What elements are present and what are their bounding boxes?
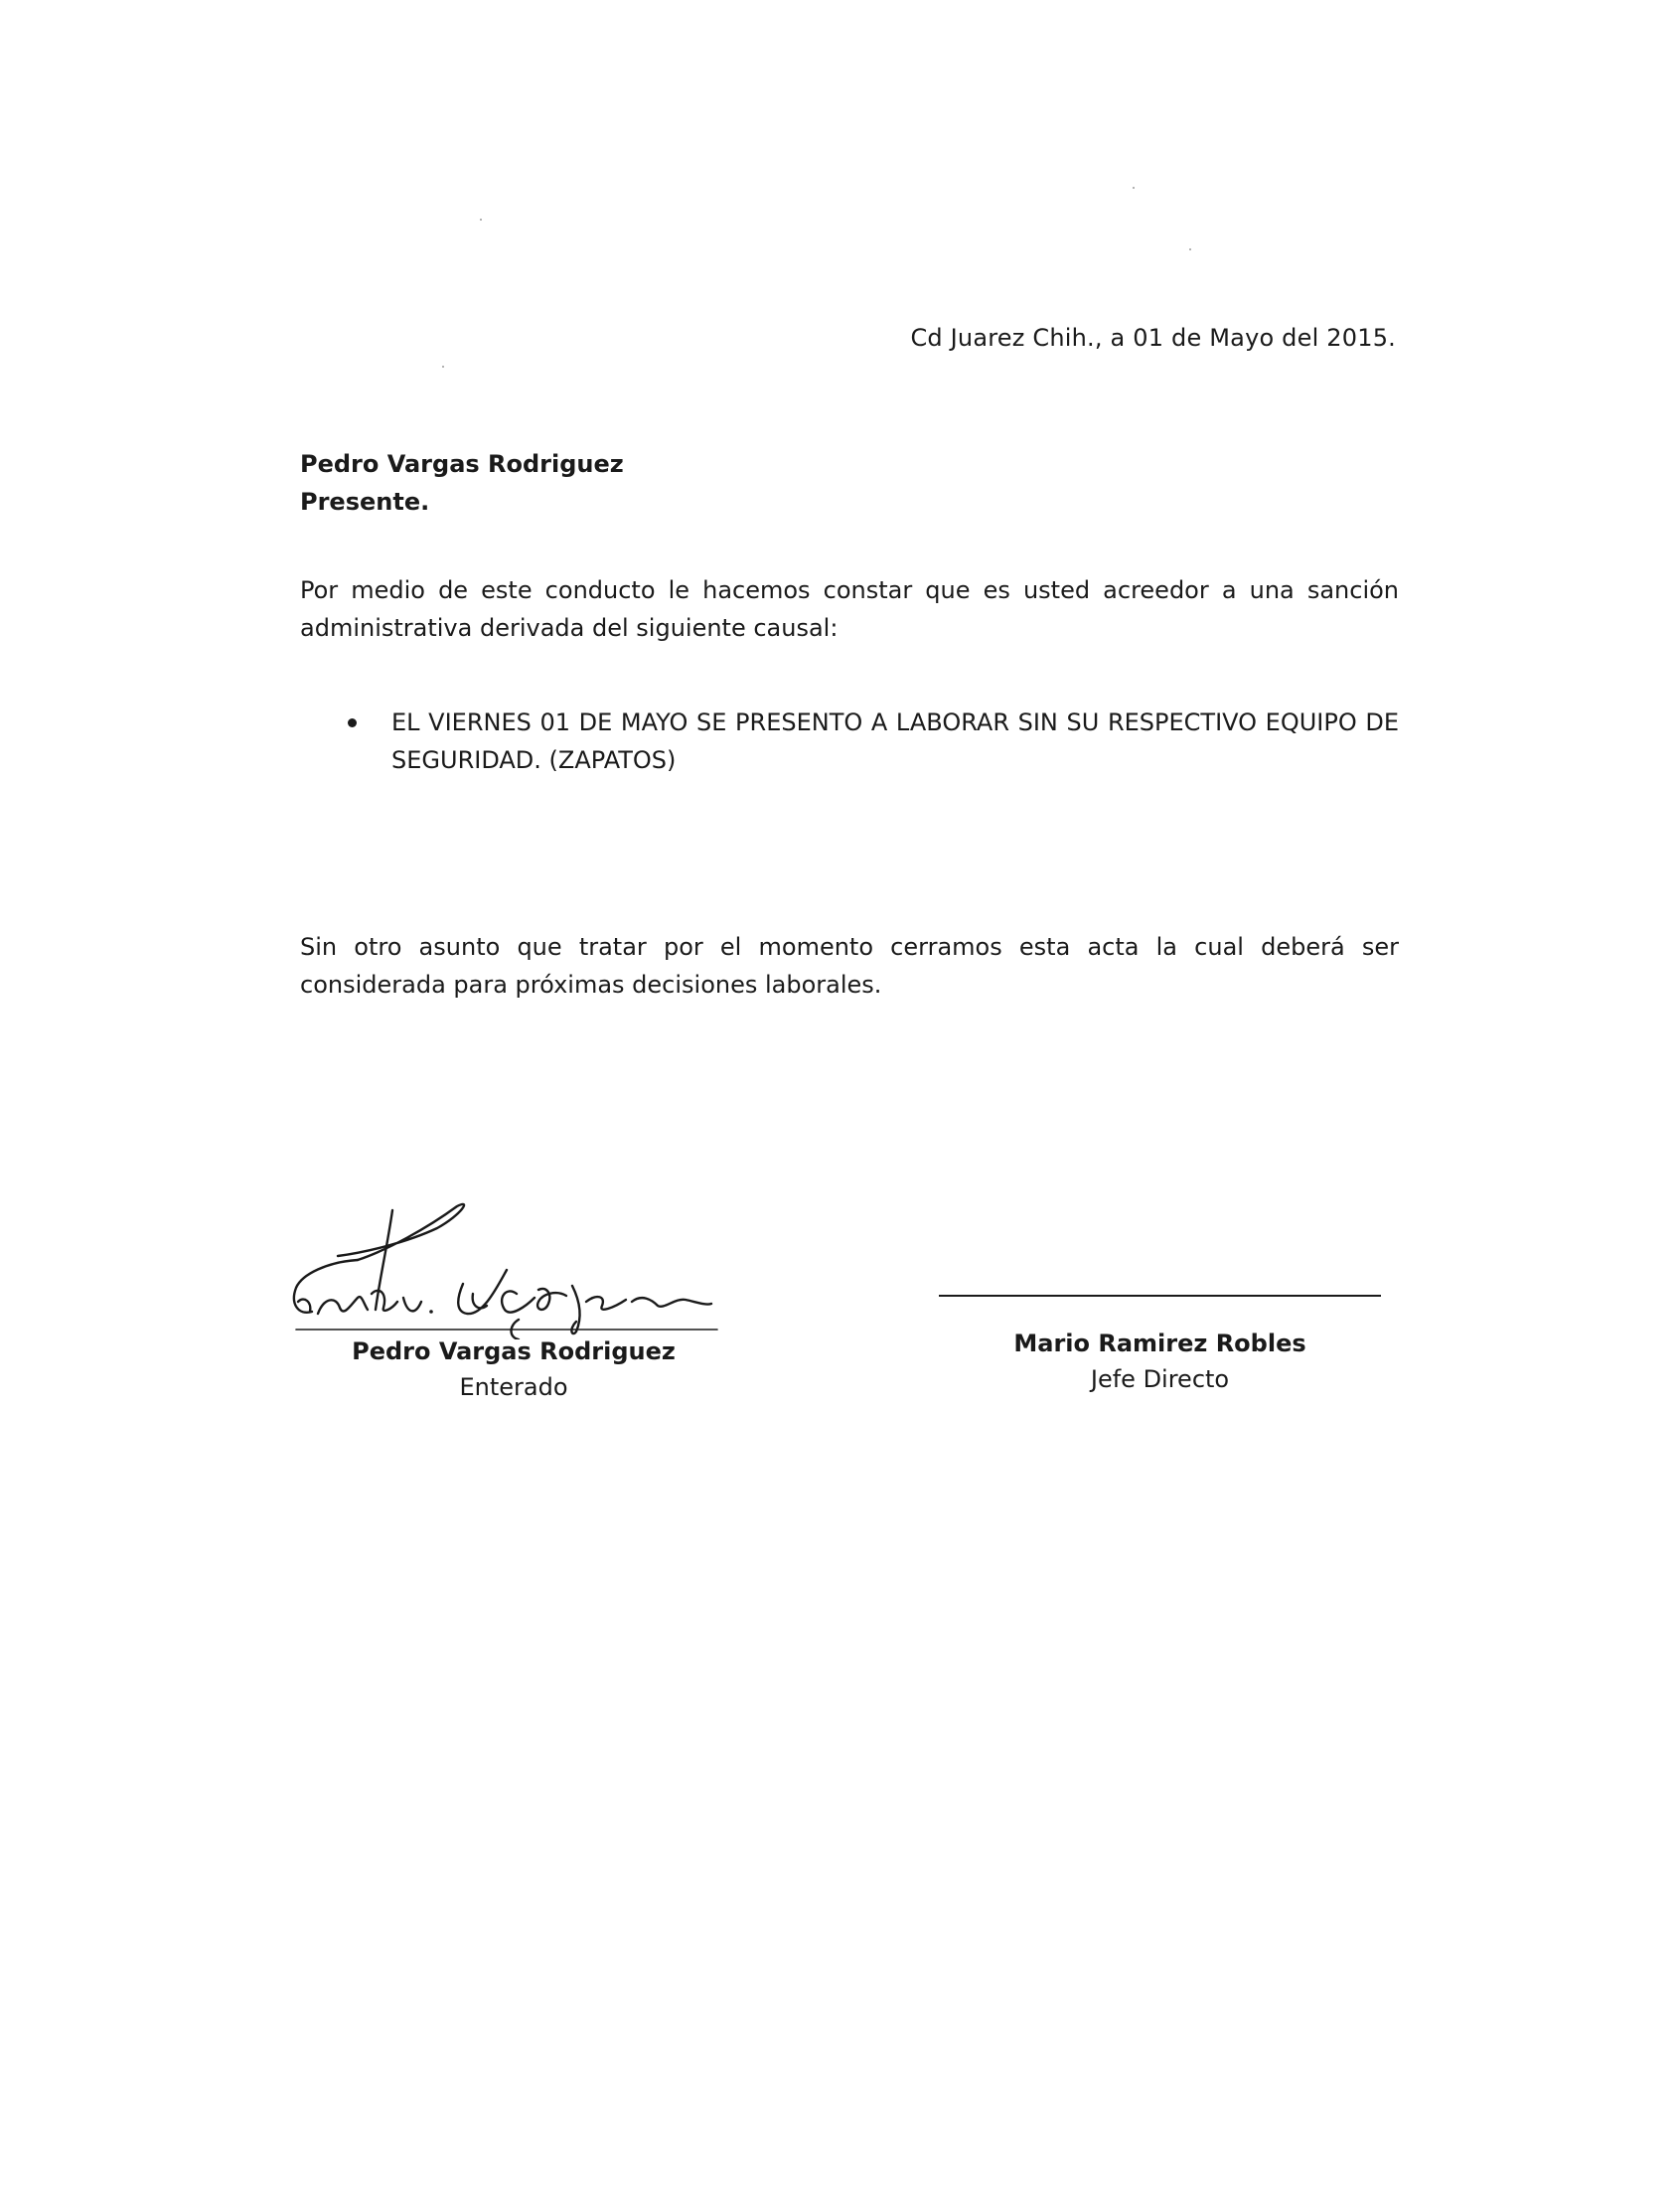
- signer-role: Jefe Directo: [1090, 1365, 1230, 1393]
- signature-block-employee: [300, 1333, 727, 1405]
- addressee-block: [300, 445, 624, 521]
- place-date: Cd Juarez Chih., a 01 de Mayo del 2015.: [910, 324, 1396, 352]
- signer-name: Mario Ramirez Robles: [1013, 1330, 1306, 1357]
- addressee-name: Pedro Vargas Rodriguez: [300, 450, 624, 478]
- scan-speck: [1189, 248, 1191, 250]
- bullet-icon: [348, 718, 357, 727]
- closing-paragraph: Sin otro asunto que tratar por el momento cerramos esta acta la cual deberá ser considerada para próximas decisiones laborales.: [300, 933, 1399, 999]
- cause-text: EL VIERNES 01 DE MAYO SE PRESENTO A LABORAR SIN SU RESPECTIVO EQUIPO DE SEGURIDAD. (ZAPATOS): [391, 708, 1399, 774]
- handwritten-signature: [288, 1190, 725, 1339]
- signer-role: Enterado: [459, 1373, 568, 1401]
- scan-speck: [1133, 187, 1135, 189]
- signature-line-right: [939, 1295, 1381, 1297]
- intro-paragraph: Por medio de este conducto le hacemos constar que es usted acreedor a una sanción administrativa derivada del siguiente causal:: [300, 576, 1399, 642]
- causes-list: [338, 704, 1399, 779]
- addressee-salutation: Presente.: [300, 488, 430, 516]
- scan-speck: [480, 219, 482, 221]
- scan-speck: [442, 366, 444, 368]
- signature-block-supervisor: [939, 1326, 1381, 1397]
- cause-item: [338, 704, 1399, 779]
- signer-name: Pedro Vargas Rodriguez: [352, 1337, 676, 1365]
